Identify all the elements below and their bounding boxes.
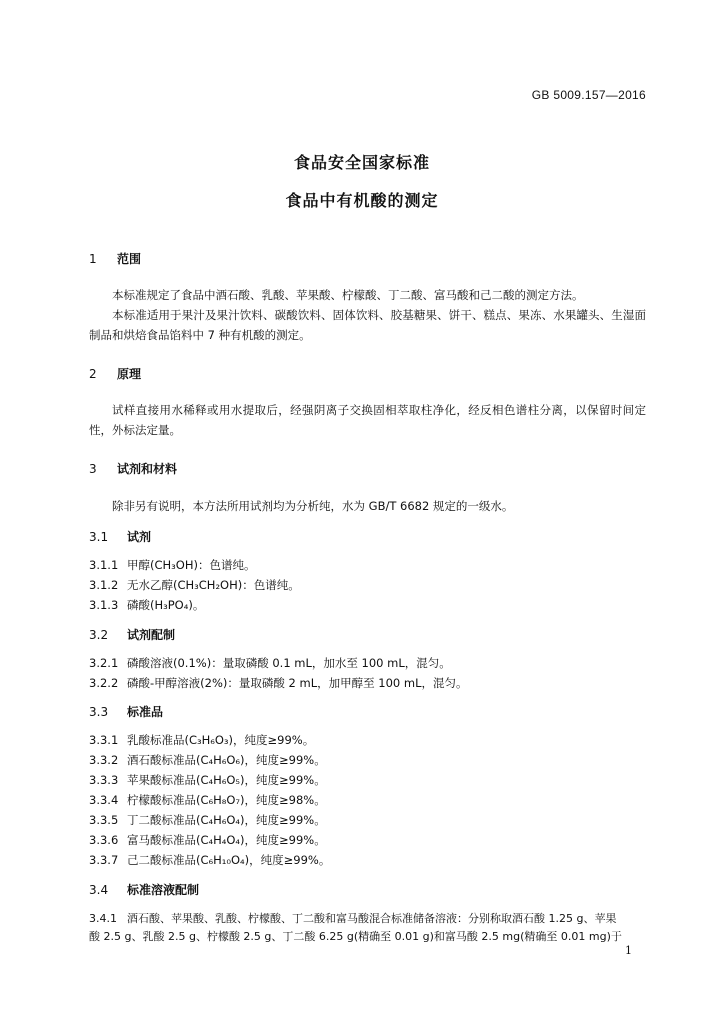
section-number: 3.2 <box>89 628 109 642</box>
item-number: 3.3.7 <box>89 853 119 867</box>
item-number: 3.1.1 <box>89 558 119 572</box>
item-text: 己二酸标准品(C₆H₁₀O₄)，纯度≥99%。 <box>127 853 331 867</box>
list-item <box>89 577 300 593</box>
item-text: 磷酸溶液(0.1%)：量取磷酸 0.1 mL，加水至 100 mL，混匀。 <box>127 656 451 670</box>
item-text: 柠檬酸标准品(C₆H₈O₇)，纯度≥98%。 <box>127 793 326 807</box>
item-number: 3.4.1 <box>89 912 117 925</box>
item-number: 3.3.1 <box>89 733 119 747</box>
section-title: 试剂配制 <box>127 628 176 642</box>
section-title: 标准品 <box>127 705 164 719</box>
section-1-heading <box>89 250 141 267</box>
list-item <box>89 732 314 748</box>
item-continuation: 酸 2.5 g、乳酸 2.5 g、柠檬酸 2.5 g、丁二酸 6.25 g(精确至 0.01 g)和富马酸 2.5 mg(精确至 0.01 mg)于 <box>89 930 622 943</box>
page-number: 1 <box>625 944 632 957</box>
section-title: 范围 <box>117 252 142 266</box>
document-title: 食品安全国家标准 <box>293 153 430 172</box>
section-title: 试剂 <box>127 530 152 544</box>
section-3-4-heading <box>89 881 199 898</box>
item-number: 3.3.4 <box>89 793 119 807</box>
section-1-paragraph-1: 本标准规定了食品中酒石酸、乳酸、苹果酸、柠檬酸、丁二酸、富马酸和己二酸的测定方法。 <box>112 288 584 302</box>
section-3-heading <box>89 460 177 477</box>
item-text-line-1: 酒石酸、苹果酸、乳酸、柠檬酸、丁二酸和富马酸混合标准储备溶液：分别称取酒石酸 1.25 g、苹果 <box>127 912 617 925</box>
list-item <box>89 772 326 788</box>
item-text: 乳酸标准品(C₃H₆O₃)，纯度≥99%。 <box>127 733 315 747</box>
item-number: 3.3.2 <box>89 753 119 767</box>
item-text: 无水乙醇(CH₃CH₂OH)：色谱纯。 <box>127 578 300 592</box>
document-subtitle: 食品中有机酸的测定 <box>285 191 439 210</box>
section-number: 2 <box>89 367 97 381</box>
section-number: 3.4 <box>89 883 109 897</box>
item-text: 酒石酸标准品(C₄H₆O₆)，纯度≥99%。 <box>127 753 326 767</box>
section-3-1-heading <box>89 528 151 545</box>
standard-code: GB 5009.157—2016 <box>531 88 646 102</box>
section-number: 1 <box>89 252 97 266</box>
list-item <box>89 852 330 868</box>
section-3-3-heading <box>89 703 163 720</box>
item-number: 3.2.2 <box>89 676 119 690</box>
list-item <box>89 910 616 926</box>
item-text: 富马酸标准品(C₄H₄O₄)，纯度≥99%。 <box>127 833 326 847</box>
item-number: 3.1.2 <box>89 578 119 592</box>
section-2-heading <box>89 365 141 382</box>
section-number: 3.3 <box>89 705 109 719</box>
item-text: 苹果酸标准品(C₄H₆O₅)，纯度≥99%。 <box>127 773 326 787</box>
item-number: 3.1.3 <box>89 598 119 612</box>
section-title: 原理 <box>117 367 142 381</box>
item-number: 3.3.3 <box>89 773 119 787</box>
item-text: 磷酸(H₃PO₄)。 <box>127 598 205 612</box>
list-item <box>89 557 255 573</box>
section-number: 3 <box>89 462 97 476</box>
list-item <box>89 675 467 691</box>
item-text: 丁二酸标准品(C₄H₆O₄)，纯度≥99%。 <box>127 813 326 827</box>
section-title: 标准溶液配制 <box>127 883 200 897</box>
section-title: 试剂和材料 <box>117 462 178 476</box>
item-number: 3.3.6 <box>89 833 119 847</box>
item-number: 3.2.1 <box>89 656 119 670</box>
section-3-2-heading <box>89 626 175 643</box>
item-number: 3.3.5 <box>89 813 119 827</box>
section-number: 3.1 <box>89 530 109 544</box>
list-item <box>89 752 326 768</box>
item-text: 甲醇(CH₃OH)：色谱纯。 <box>127 558 256 572</box>
list-item <box>89 792 326 808</box>
list-item <box>89 597 204 613</box>
item-text: 磷酸-甲醇溶液(2%)：量取磷酸 2 mL，加甲醇至 100 mL，混匀。 <box>127 676 468 690</box>
list-item <box>89 812 326 828</box>
section-1-paragraph-2: 本标准适用于果汁及果汁饮料、碳酸饮料、固体饮料、胶基糖果、饼干、糕点、果冻、水果罐头、生湿面制品和烘焙食品馅料中 7 种有机酸的测定。 <box>89 308 646 342</box>
list-item <box>89 832 326 848</box>
section-2-paragraph-1: 试样直接用水稀释或用水提取后，经强阴离子交换固相萃取柱净化，经反相色谱柱分离，以保留时间定性，外标法定量。 <box>89 403 646 437</box>
list-item <box>89 655 451 671</box>
section-3-paragraph-1: 除非另有说明，本方法所用试剂均为分析纯，水为 GB/T 6682 规定的一级水。 <box>112 499 514 513</box>
